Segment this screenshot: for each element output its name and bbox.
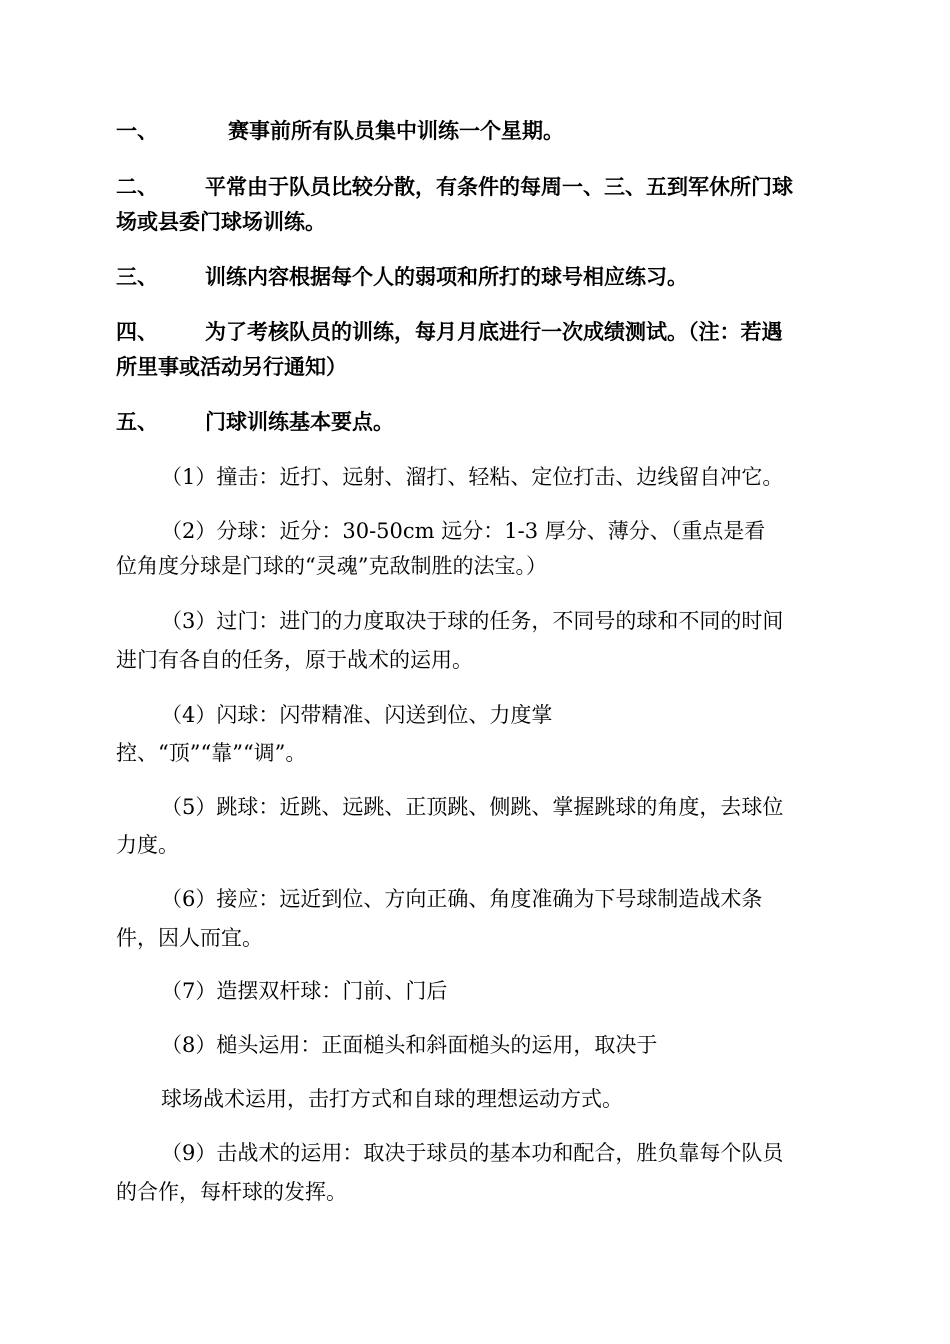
section-4-continued: 所里事或活动另行通知） <box>116 354 347 379</box>
point-7-line-1: （7）造摆双杆球：门前、门后 <box>161 979 448 1003</box>
point-4-line-1: （4）闪球：闪带精准、闪送到位、力度掌 <box>161 703 553 727</box>
section-3-number: 三、 <box>116 264 158 289</box>
point-8-line-1: （8）槌头运用：正面槌头和斜面槌头的运用，取决于 <box>161 1033 658 1057</box>
point-6-line-2: 件，因人而宜。 <box>116 926 263 950</box>
section-5 <box>116 407 394 437</box>
point-1-line-1: （1）撞击：近打、远射、溜打、轻粘、定位打击、边线留自冲它。 <box>161 465 784 489</box>
point-5-line-1: （5）跳球：近跳、远跳、正顶跳、侧跳、掌握跳球的角度，去球位 <box>161 795 784 819</box>
section-5-number: 五、 <box>116 409 158 434</box>
point-4-line-2: 控、“顶”“靠”“调”。 <box>116 741 307 765</box>
section-4-text: 为了考核队员的训练，每月月底进行一次成绩测试。（注：若遇 <box>205 319 783 344</box>
point-3-line-1: （3）过门：进门的力度取决于球的任务，不同号的球和不同的时间 <box>161 609 784 633</box>
section-3 <box>116 262 688 292</box>
section-3-text: 训练内容根据每个人的弱项和所打的球号相应练习。 <box>205 264 688 289</box>
section-4-number: 四、 <box>116 319 158 344</box>
section-1 <box>116 116 564 146</box>
point-2-line-2: 位角度分球是门球的“灵魂”克敌制胜的法宝。） <box>116 554 547 578</box>
section-4 <box>116 317 783 347</box>
section-5-text: 门球训练基本要点。 <box>205 409 394 434</box>
section-2-number: 二、 <box>116 174 158 199</box>
point-3-line-2: 进门有各自的任务，原于战术的运用。 <box>116 648 473 672</box>
section-2 <box>116 172 793 202</box>
point-8-line-2: 球场战术运用，击打方式和自球的理想运动方式。 <box>161 1087 623 1111</box>
section-1-number: 一、 <box>116 118 158 143</box>
point-6-line-1: （6）接应：远近到位、方向正确、角度准确为下号球制造战术条 <box>161 887 763 911</box>
point-2-line-1: （2）分球：近分：30-50cm 远分：1-3 厚分、薄分、（重点是看 <box>161 519 766 543</box>
section-1-text: 赛事前所有队员集中训练一个星期。 <box>228 118 564 143</box>
point-5-line-2: 力度。 <box>116 833 179 857</box>
point-9-line-2: 的合作，每杆球的发挥。 <box>116 1180 347 1204</box>
section-2-text: 平常由于队员比较分散，有条件的每周一、三、五到军休所门球 <box>205 174 793 199</box>
point-9-line-1: （9）击战术的运用：取决于球员的基本功和配合，胜负靠每个队员 <box>161 1141 784 1165</box>
section-2-continued: 场或县委门球场训练。 <box>116 209 326 234</box>
